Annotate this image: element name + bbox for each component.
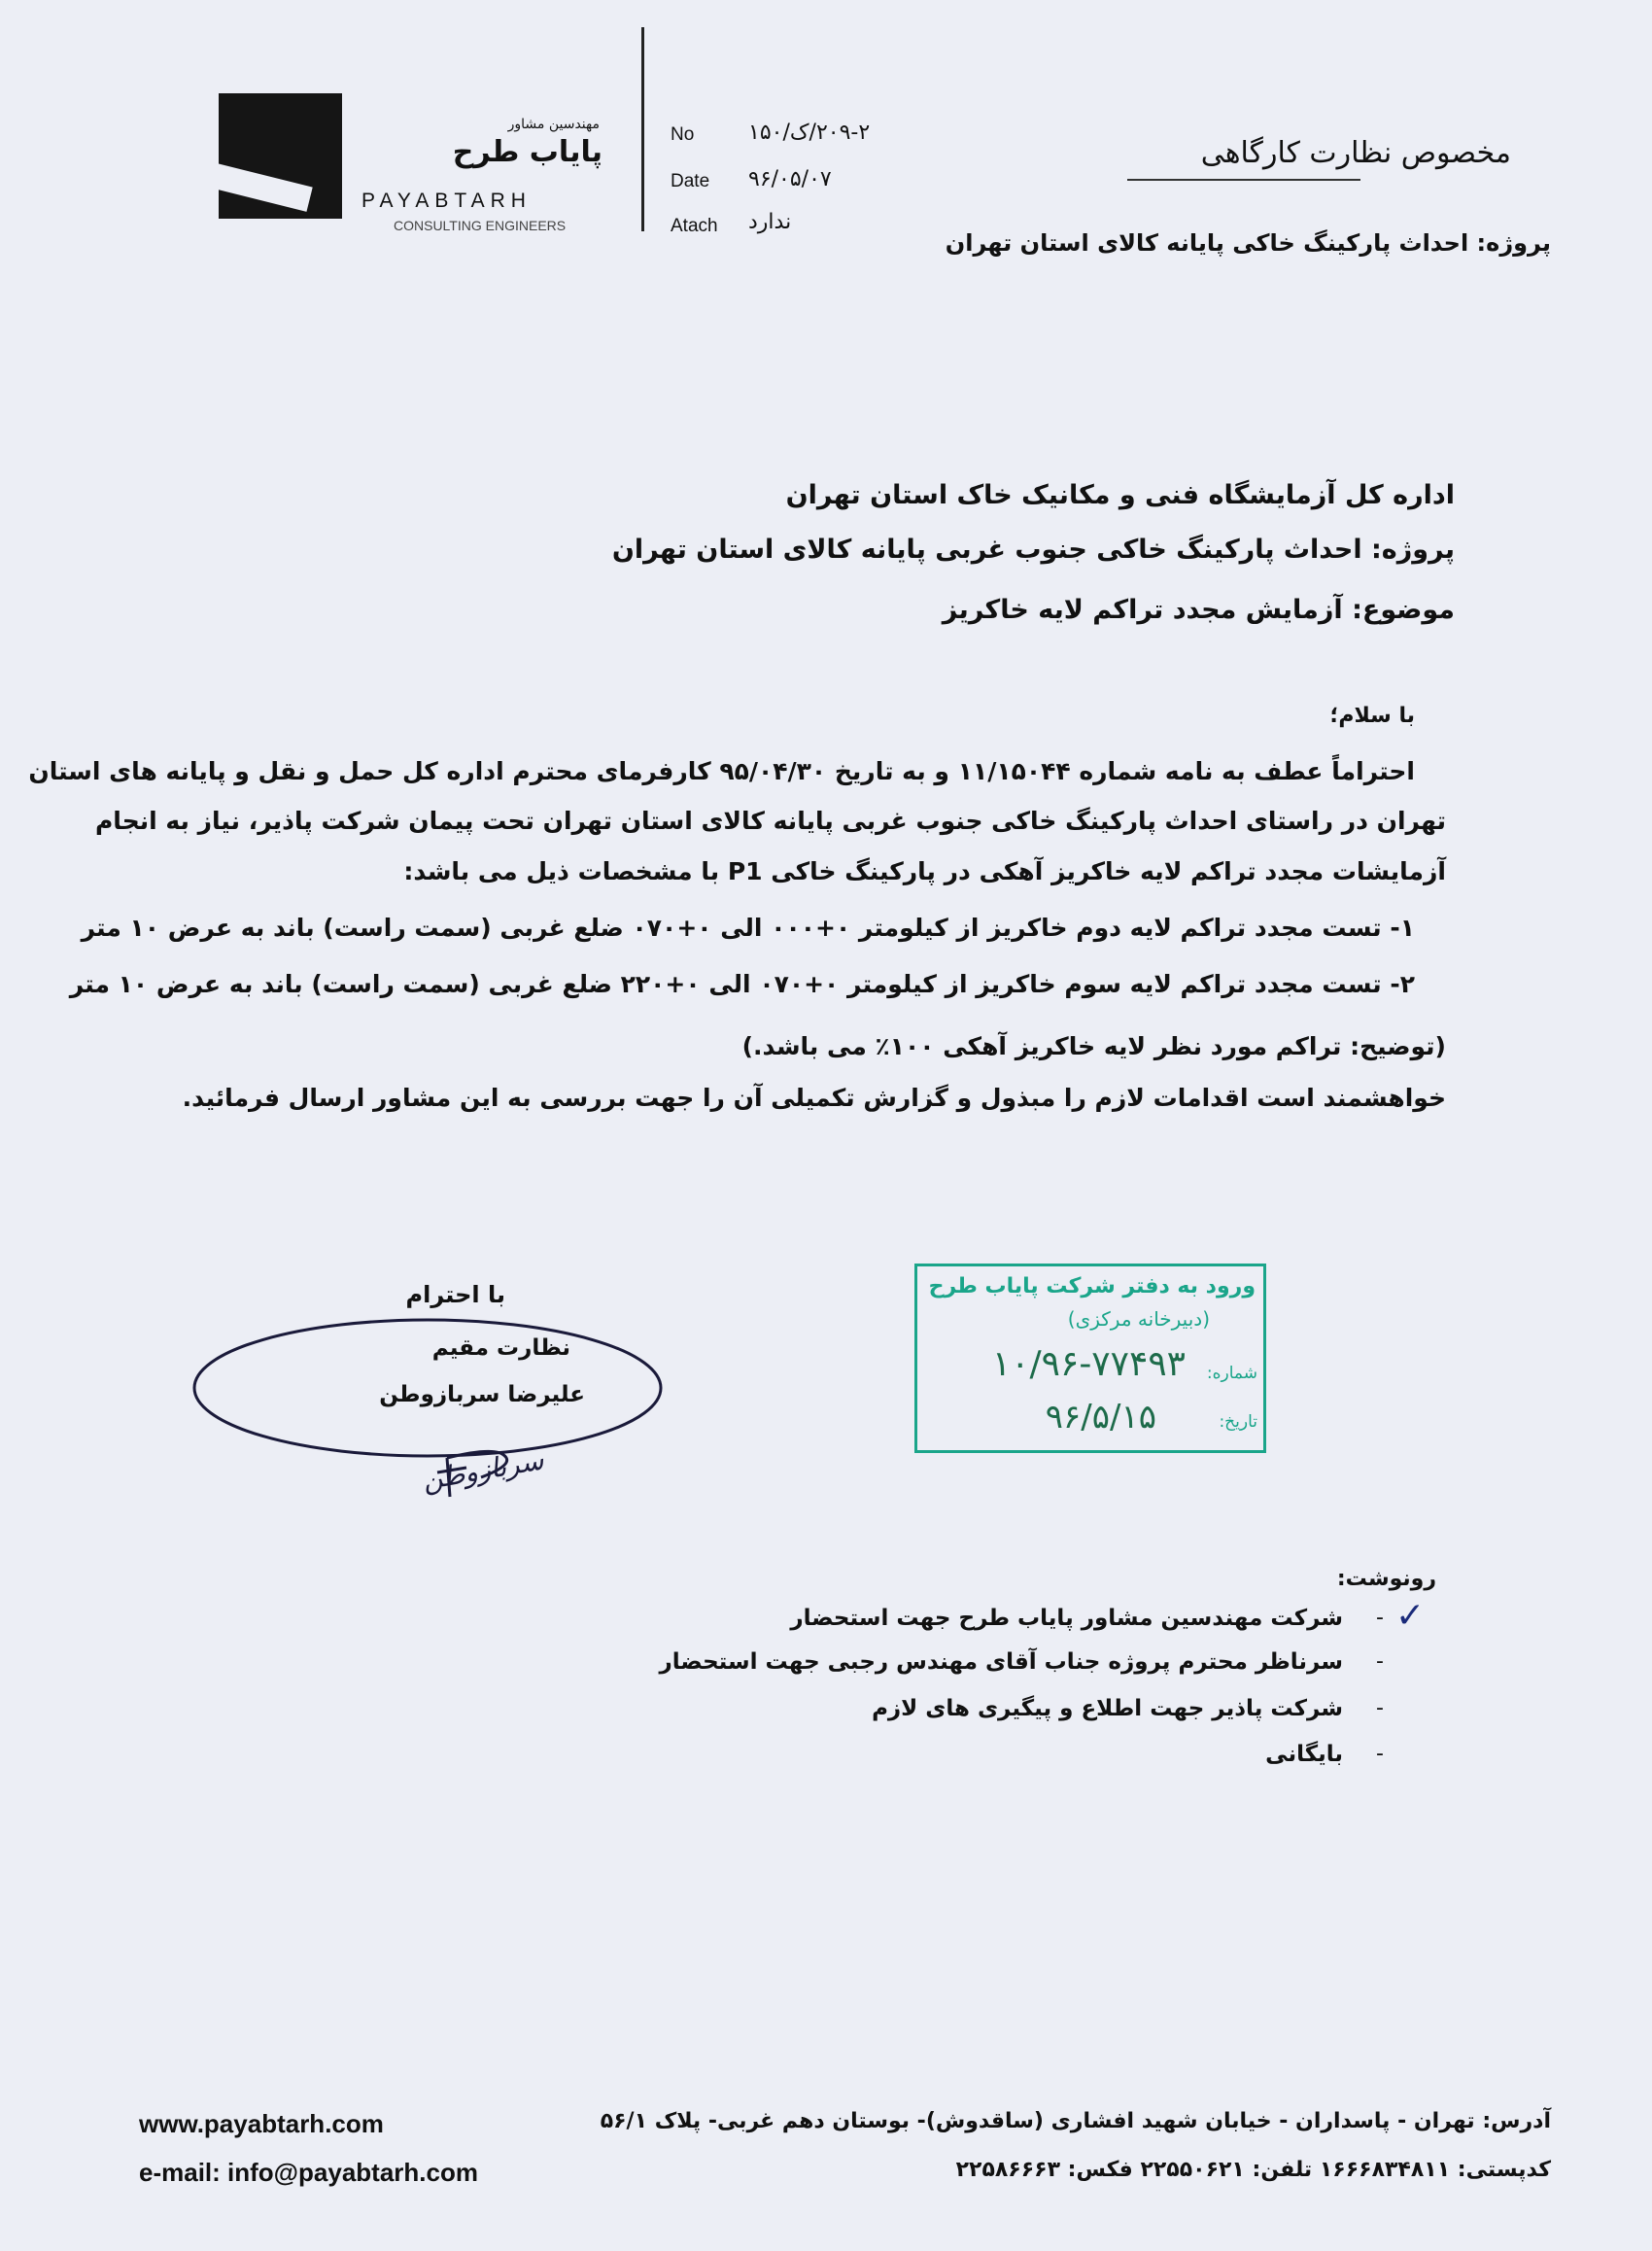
no-label: No — [671, 124, 695, 145]
date-label: Date — [671, 171, 710, 191]
paragraph-line: آزمایشات مجدد تراکم لایه خاکریز آهکی در پارکینگ خاکی P1 با مشخصات ذیل می باشد: — [403, 857, 1446, 885]
stamp-number-label: شماره: — [1206, 1364, 1257, 1383]
subject: موضوع: آزمایش مجدد تراکم لایه خاکریز — [942, 595, 1455, 625]
logo-stripe — [219, 161, 313, 212]
footer-email[interactable]: e-mail: info@payabtarh.com — [139, 2158, 478, 2187]
header-project: پروژه: احداث پارکینگ خاکی پایانه کالای استان تهران — [945, 229, 1551, 257]
attach-value: ندارد — [748, 210, 792, 234]
checkmark-icon: ✓ — [1395, 1596, 1426, 1636]
header-divider — [641, 27, 644, 231]
greeting: با سلام؛ — [1329, 704, 1415, 728]
logo-en-name: PAYABTARH — [361, 190, 532, 212]
list-item: ۱- تست مجدد تراکم لایه دوم خاکریز از کیلومتر ۰+۰۰۰ الی ۰+۰۷۰ ضلع غربی (سمت راست) باند به عرض ۱۰ متر — [81, 914, 1415, 942]
footer-contact: کدپستی: ۱۶۶۶۸۳۴۸۱۱ تلفن: ۲۲۵۵۰۶۲۱ فکس: ۲۲۵۸۶۶۶۳ — [955, 2158, 1551, 2182]
no-value: ۲۰۹-۲/ک/۱۵۰ — [748, 121, 871, 145]
logo-en-sub: CONSULTING ENGINEERS — [394, 218, 567, 233]
logo-fa-small: مهندسین مشاور — [507, 117, 600, 132]
stamp-date-label: تاریخ: — [1219, 1412, 1257, 1432]
registry-stamp — [914, 1264, 1266, 1453]
addressee-project: پروژه: احداث پارکینگ خاکی جنوب غربی پایانه کالای استان تهران — [611, 535, 1455, 565]
logo-mark — [219, 93, 342, 219]
dash-icon: - — [1376, 1606, 1384, 1630]
stamp-number-value: ۱۰/۹۶-۷۷۴۹۳ — [991, 1344, 1186, 1384]
header-underline — [1127, 179, 1360, 181]
dash-icon: - — [1376, 1696, 1384, 1720]
handwritten-signature: سربازوطن — [420, 1443, 546, 1497]
signer-name: علیرضا سربازوطن — [379, 1382, 585, 1407]
closing: با احترام — [405, 1281, 505, 1308]
cc-item: سرناظر محترم پروژه جناب آقای مهندس رجبی جهت استحضار — [659, 1649, 1343, 1675]
note: (توضیح: تراکم مورد نظر لایه خاکریز آهکی ۱۰۰٪ می باشد.) — [741, 1032, 1446, 1060]
stamp-title: ورود به دفتر شرکت پایاب طرح — [928, 1274, 1256, 1299]
dash-icon: - — [1376, 1742, 1384, 1766]
cc-item: بایگانی — [1265, 1742, 1343, 1767]
list-item: ۲- تست مجدد تراکم لایه سوم خاکریز از کیلومتر ۰+۰۷۰ الی ۰+۲۲۰ ضلع غربی (سمت راست) باند به عرض ۱۰ متر — [69, 970, 1415, 998]
attach-label: Atach — [671, 216, 718, 236]
stamp-subtitle: (دبیرخانه مرکزی) — [1067, 1307, 1210, 1331]
dash-icon: - — [1376, 1649, 1384, 1674]
signer-role: نظارت مقیم — [431, 1335, 570, 1361]
paragraph-line: احتراماً عطف به نامه شماره ۱۱/۱۵۰۴۴ و به تاریخ ۹۵/۰۴/۳۰ کارفرمای محترم اداره کل حمل و نقل و پایانه های استان — [28, 757, 1415, 785]
cc-item: شرکت پاذیر جهت اطلاع و پیگیری های لازم — [872, 1696, 1343, 1721]
logo-fa-name: پایاب طرح — [452, 135, 602, 169]
special-header: مخصوص نظارت کارگاهی — [1200, 136, 1511, 170]
footer-website[interactable]: www.payabtarh.com — [139, 2109, 384, 2138]
cc-item: شرکت مهندسین مشاور پایاب طرح جهت استحضار — [790, 1606, 1343, 1631]
stamp-date-value: ۹۶/۵/۱۵ — [1045, 1398, 1156, 1437]
paragraph-line: تهران در راستای احداث پارکینگ خاکی جنوب غربی پایانه کالای استان تهران تحت پیمان شرکت پاذیر، نیاز به انجام — [94, 807, 1446, 835]
date-value: ۹۶/۰۵/۰۷ — [748, 167, 832, 191]
request: خواهشمند است اقدامات لازم را مبذول و گزارش تکمیلی آن را جهت بررسی به این مشاور ارسال فرمائید. — [182, 1084, 1446, 1112]
addressee-to: اداره کل آزمایشگاه فنی و مکانیک خاک استان تهران — [785, 480, 1455, 510]
footer-address: آدرس: تهران - پاسداران - خیابان شهید افشاری (ساقدوش)- بوستان دهم غربی- پلاک ۵۶/۱ — [600, 2109, 1551, 2133]
cc-title: رونوشت: — [1336, 1567, 1436, 1591]
